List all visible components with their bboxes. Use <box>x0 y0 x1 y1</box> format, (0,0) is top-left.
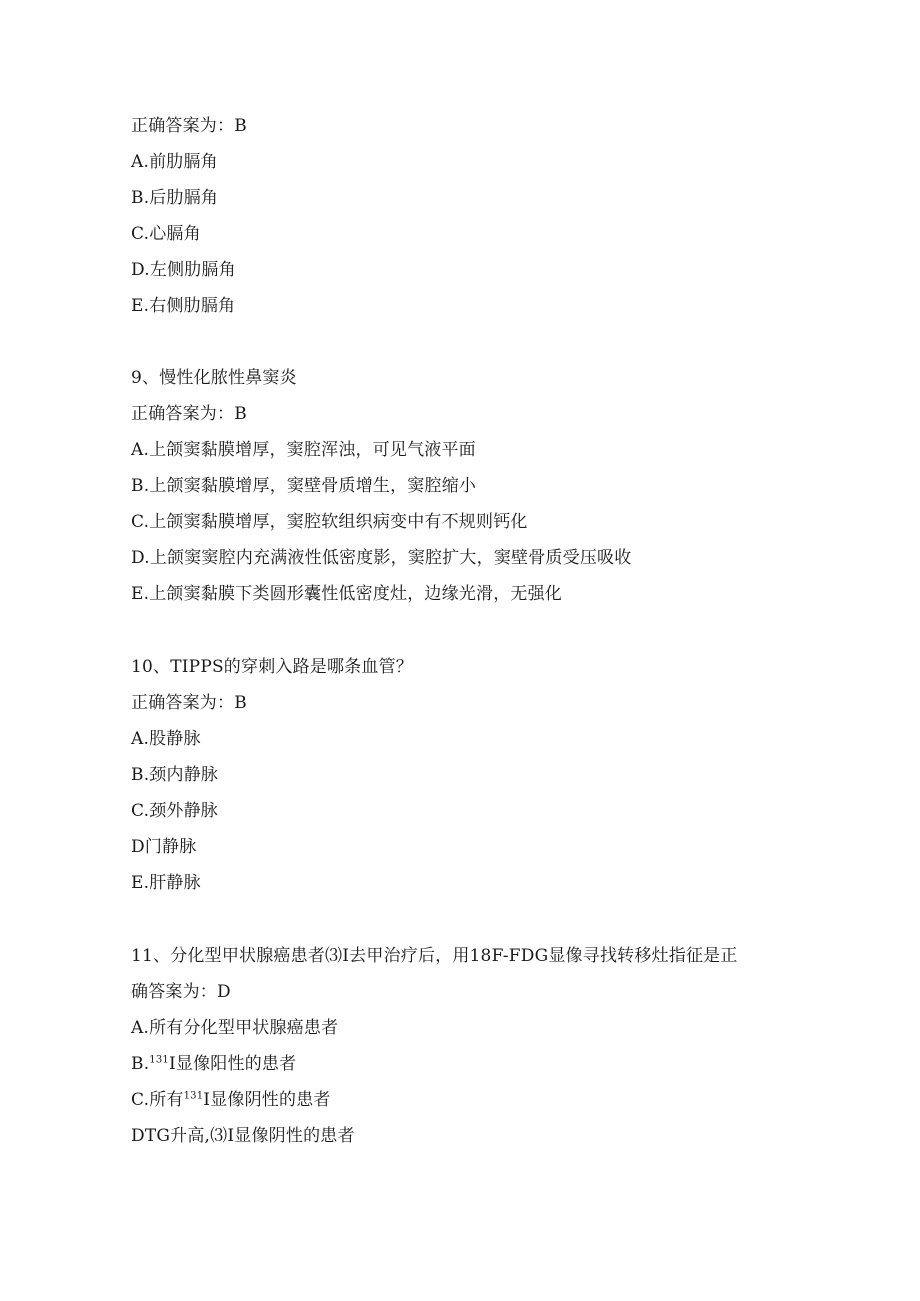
q10-option-c: C.颈外静脉 <box>131 801 219 821</box>
q11-option-a: A.所有分化型甲状腺癌患者 <box>131 1018 339 1038</box>
q8-option-d: D.左侧肋膈角 <box>131 260 236 280</box>
q11-option-b-text: I显像阳性的患者 <box>168 1054 297 1074</box>
q11-question-line2: 确答案为：D <box>131 982 231 1002</box>
q8-option-c: C.心膈角 <box>131 224 201 244</box>
q9-answer: 正确答案为：B <box>131 404 247 424</box>
q9-option-c: C.上颌窦黏膜增厚，窦腔软组织病变中有不规则钙化 <box>131 512 528 532</box>
q9-option-a: A.上颌窦黏膜增厚，窦腔浑浊，可见气液平面 <box>131 440 476 460</box>
q9-option-e: E.上颌窦黏膜下类圆形囊性低密度灶，边缘光滑，无强化 <box>131 584 563 604</box>
q8-answer: 正确答案为：B <box>131 116 247 136</box>
q11-option-c <box>131 1088 331 1112</box>
q10-option-e: E.肝静脉 <box>131 873 201 893</box>
q11-option-d: DTG升高,⑶I显像阴性的患者 <box>131 1126 355 1146</box>
q11-option-b-prefix: B. <box>131 1054 150 1074</box>
q9-question: 9、慢性化脓性鼻窦炎 <box>131 368 297 388</box>
q9-option-b: B.上颌窦黏膜增厚，窦壁骨质增生，窦腔缩小 <box>131 476 477 496</box>
q10-question: 10、TIPPS的穿刺入路是哪条血管？ <box>131 657 414 677</box>
q8-option-b: B.后肋膈角 <box>131 188 219 208</box>
q8-option-a: A.前肋膈角 <box>131 152 218 172</box>
q11-option-c-prefix: C.所有 <box>131 1090 184 1110</box>
q11-option-b-superscript: 131 <box>149 1054 169 1066</box>
q11-option-c-text: I显像阴性的患者 <box>203 1090 331 1110</box>
q11-question-line1: 11、分化型甲状腺癌患者⑶I去甲治疗后，用18F-FDG显像寻找转移灶指征是正 <box>131 946 738 966</box>
q10-answer: 正确答案为：B <box>131 693 247 713</box>
q10-option-a: A.股静脉 <box>131 729 201 749</box>
q11-option-c-superscript: 131 <box>183 1090 204 1102</box>
q8-option-e: E.右侧肋膈角 <box>131 296 236 316</box>
q11-option-b <box>131 1052 296 1076</box>
q9-option-d: D.上颌窦窦腔内充满液性低密度影，窦腔扩大，窦壁骨质受压吸收 <box>131 548 632 568</box>
q10-option-d: D门静脉 <box>131 837 197 857</box>
q10-option-b: B.颈内静脉 <box>131 765 219 785</box>
